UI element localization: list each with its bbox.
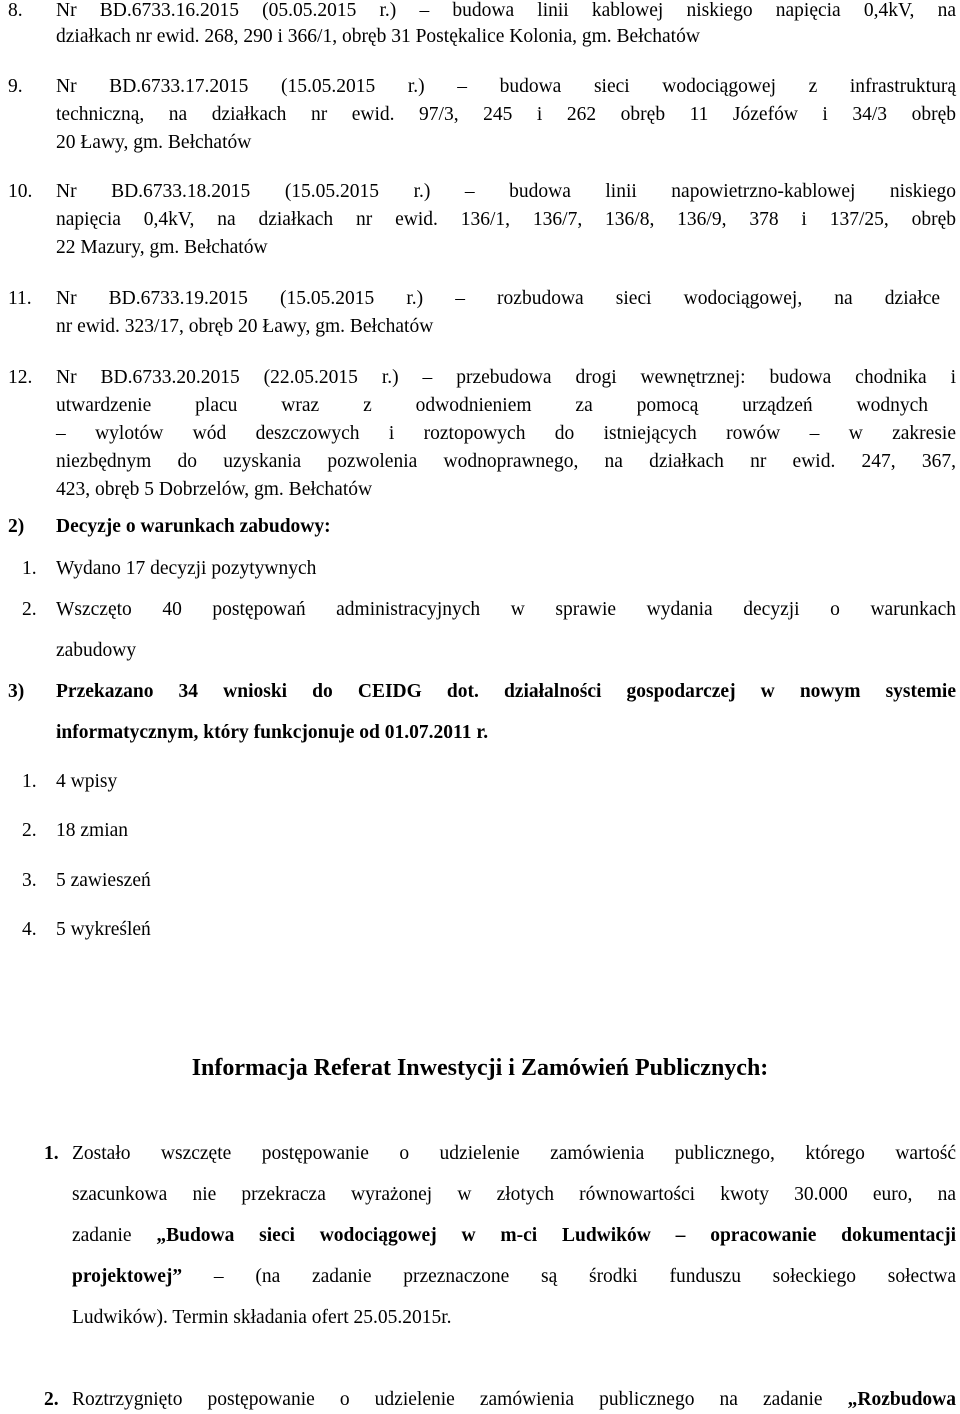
item-text: 5 zawieszeń — [56, 870, 151, 891]
section-title-line: Przekazano 34 wnioski do CEIDG dot. działalności gospodarczej w nowym systemie — [56, 681, 956, 702]
item-text: 5 wykreśleń — [56, 919, 151, 940]
item-number: 2. — [22, 599, 37, 620]
item-text-line: zadanie „Budowa sieci wodociągowej w m-ci Ludwików – opracowanie dokumentacji — [72, 1225, 956, 1246]
item-text-line: Zostało wszczęte postępowanie o udzielenie zamówienia publicznego, którego wartość — [72, 1143, 956, 1164]
item-text-line: Nr BD.6733.18.2015 (15.05.2015 r.) – budowa linii napowietrzno-kablowej niskiego — [56, 181, 956, 202]
section-title-line: informatycznym, który funkcjonuje od 01.07.2011 r. — [56, 722, 489, 743]
section-title: Decyzje o warunkach zabudowy: — [56, 516, 331, 537]
item-text: 4 wpisy — [56, 771, 118, 792]
item-text-line: działkach nr ewid. 268, 290 i 366/1, obręb 31 Postękalice Kolonia, gm. Bełchatów — [56, 26, 700, 47]
item-text-line: utwardzenie placu wraz z odwodnieniem za pomocą urządzeń wodnych — [56, 395, 928, 416]
item-number: 3. — [22, 870, 37, 891]
item-text-line: Nr BD.6733.20.2015 (22.05.2015 r.) – przebudowa drogi wewnętrznej: budowa chodnika i — [56, 367, 956, 388]
item-number: 1. — [22, 771, 37, 792]
item-number: 8. — [8, 0, 23, 21]
item-number: 9. — [8, 76, 23, 97]
item-text-line: zabudowy — [56, 640, 137, 661]
item-text-line: nr ewid. 323/17, obręb 20 Ławy, gm. Bełchatów — [56, 316, 434, 337]
task-name: projektowej” — [72, 1266, 183, 1287]
item-text-line: Nr BD.6733.19.2015 (15.05.2015 r.) – rozbudowa sieci wodociągowej, na działce — [56, 288, 940, 309]
item-text-line: 20 Ławy, gm. Bełchatów — [56, 132, 252, 153]
section-number: 2) — [8, 516, 25, 537]
item-text-line: 423, obręb 5 Dobrzelów, gm. Bełchatów — [56, 479, 373, 500]
task-name: „Rozbudowa — [847, 1389, 956, 1410]
item-text-line: Nr BD.6733.16.2015 (05.05.2015 r.) – budowa linii kablowej niskiego napięcia 0,4kV, na — [56, 0, 956, 21]
item-text-line: techniczną, na działkach nr ewid. 97/3, 245 i 262 obręb 11 Józefów i 34/3 obręb — [56, 104, 956, 125]
item-text-line: 22 Mazury, gm. Bełchatów — [56, 237, 268, 258]
item-text-line: Nr BD.6733.17.2015 (15.05.2015 r.) – budowa sieci wodociągowej z infrastrukturą — [56, 76, 956, 97]
item-text-line: szacunkowa nie przekracza wyrażonej w złotych równowartości kwoty 30.000 euro, na — [72, 1184, 956, 1205]
item-text-line: napięcia 0,4kV, na działkach nr ewid. 136/1, 136/7, 136/8, 136/9, 378 i 137/25, obręb — [56, 209, 956, 230]
item-text-line: Wszczęto 40 postępowań administracyjnych w sprawie wydania decyzji o warunkach — [56, 599, 956, 620]
item-text-line: – wylotów wód deszczowych i roztopowych do istniejących rowów – w zakresie — [56, 423, 956, 444]
item-number: 10. — [8, 181, 33, 202]
section-number: 3) — [8, 681, 25, 702]
item-number: 1. — [44, 1143, 59, 1164]
item-number: 1. — [22, 558, 37, 579]
item-number: 11. — [8, 288, 32, 309]
item-number: 2. — [22, 820, 37, 841]
item-number: 4. — [22, 919, 37, 940]
item-text-line: Ludwików). Termin składania ofert 25.05.2015r. — [72, 1307, 452, 1328]
item-text-line: Wydano 17 decyzji pozytywnych — [56, 558, 317, 579]
item-text: 18 zmian — [56, 820, 129, 841]
item-text-line: projektowej” – (na zadanie przeznaczone są środki funduszu sołeckiego sołectwa — [72, 1266, 956, 1287]
task-name: „Budowa sieci wodociągowej w m-ci Ludwików – opracowanie dokumentacji — [156, 1225, 956, 1246]
item-number: 12. — [8, 367, 33, 388]
item-text-line: Roztrzygnięto postępowanie o udzielenie zamówienia publicznego na zadanie „Rozbudowa — [72, 1389, 956, 1410]
item-number: 2. — [44, 1389, 59, 1410]
section-heading: Informacja Referat Inwestycji i Zamówień Publicznych: — [191, 1055, 769, 1081]
item-text-line: niezbędnym do uzyskania pozwolenia wodnoprawnego, na działkach nr ewid. 247, 367, — [56, 451, 956, 472]
